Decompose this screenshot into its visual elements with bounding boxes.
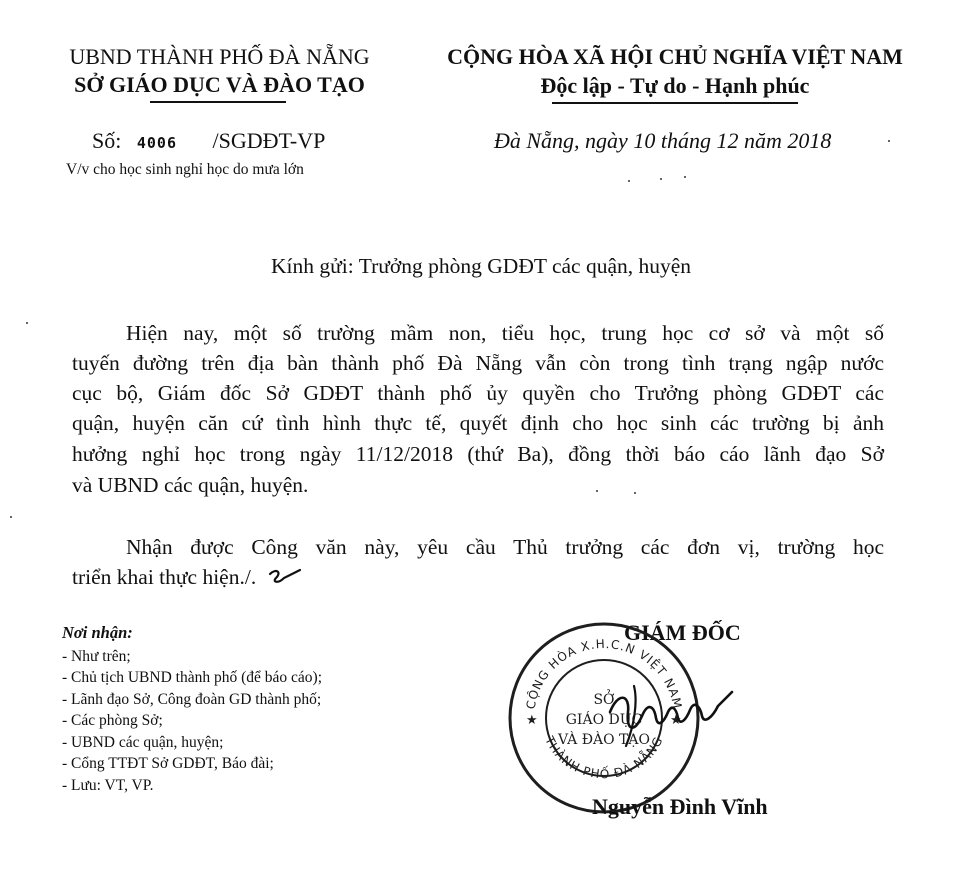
scan-speck — [634, 492, 636, 494]
scan-speck — [596, 490, 598, 492]
seal-center-line-3: VÀ ĐÀO TẠO — [558, 732, 650, 748]
seal-star-left: ★ — [526, 712, 538, 727]
national-motto: Độc lập - Tự do - Hạnh phúc — [540, 73, 810, 98]
recipient-item: - Các phòng Sở; — [62, 712, 163, 729]
scan-speck — [26, 322, 28, 324]
recipient-item: - Cổng TTĐT Sở GDĐT, Báo đài; — [62, 755, 274, 772]
recipients-block — [62, 622, 322, 796]
body-line-6: và UBND các quận, huyện. — [72, 473, 309, 497]
body-line-2: tuyến đường trên địa bàn thành phố Đà Nẵng vẫn còn trong tình trạng ngập nước — [72, 351, 884, 375]
doc-number-prefix: Số: — [92, 128, 122, 153]
doc-number-suffix: /SGDĐT-VP — [212, 128, 326, 153]
recipient-item: - Chủ tịch UBND thành phố (để báo cáo); — [62, 669, 322, 686]
seal-star-right: ★ — [670, 712, 682, 727]
seal-bottom-text: THÀNH PHỐ ĐÀ NẴNG — [542, 734, 666, 782]
document-number — [92, 128, 325, 156]
national-title: CỘNG HÒA XÃ HỘI CHỦ NGHĨA VIỆT NAM — [447, 44, 903, 69]
department-underline — [150, 101, 286, 103]
seal-center-line-2: GIÁO DỤC — [565, 712, 643, 728]
recipient-item: - UBND các quận, huyện; — [62, 733, 224, 751]
addressee: Kính gửi: Trưởng phòng GDĐT các quận, huyện — [271, 254, 692, 278]
scan-speck — [684, 176, 686, 178]
seal-top-text: CỘNG HÒA X.H.C.N VIỆT NAM — [523, 636, 685, 711]
department-name: SỞ GIÁO DỤC VÀ ĐÀO TẠO — [74, 72, 365, 97]
place-date: Đà Nẵng, ngày 10 tháng 12 năm 2018 — [494, 128, 832, 153]
recipient-item: - Lãnh đạo Sở, Công đoàn GD thành phố; — [62, 690, 322, 708]
body-line-7: Nhận được Công văn này, yêu cầu Thủ trưởng các đơn vị, trường học — [126, 535, 884, 559]
handwritten-signature-icon — [604, 672, 754, 752]
body-line-5: hưởng nghỉ học trong ngày 11/12/2018 (thứ Ba), đồng thời báo cáo lãnh đạo Sở — [72, 442, 884, 466]
body-line-4: quận, huyện căn cứ tình hình thực tế, quyết định cho học sinh các trường bị ảnh — [72, 411, 884, 435]
signer-name: Nguyễn Đình Vĩnh — [592, 794, 768, 819]
body-line-3: cục bộ, Giám đốc Sở GDĐT thành phố ủy quyền cho Trưởng phòng GDĐT các — [72, 381, 884, 405]
scan-speck — [10, 516, 12, 518]
body-line-8 — [72, 562, 884, 593]
recipients-title: Nơi nhận: — [62, 623, 133, 642]
doc-number-handwritten: 4006 — [136, 134, 177, 152]
initial-mark-icon — [266, 566, 306, 588]
recipient-item: - Lưu: VT, VP. — [62, 776, 154, 794]
scan-speck — [660, 178, 662, 180]
agency-name: UBND THÀNH PHỐ ĐÀ NẴNG — [69, 44, 370, 69]
body-line-1: Hiện nay, một số trường mầm non, tiểu học, trung học cơ sở và một số — [126, 321, 884, 345]
document-subject: V/v cho học sinh nghỉ học do mưa lớn — [66, 161, 304, 178]
scan-speck — [888, 140, 890, 142]
seal-center-line-1: SỞ — [593, 692, 615, 708]
signer-title: GIÁM ĐỐC — [624, 620, 741, 645]
body-line-8-text: triển khai thực hiện./. — [72, 565, 257, 589]
motto-underline — [552, 102, 798, 104]
scan-speck — [628, 180, 630, 182]
recipient-item: - Như trên; — [62, 647, 131, 665]
